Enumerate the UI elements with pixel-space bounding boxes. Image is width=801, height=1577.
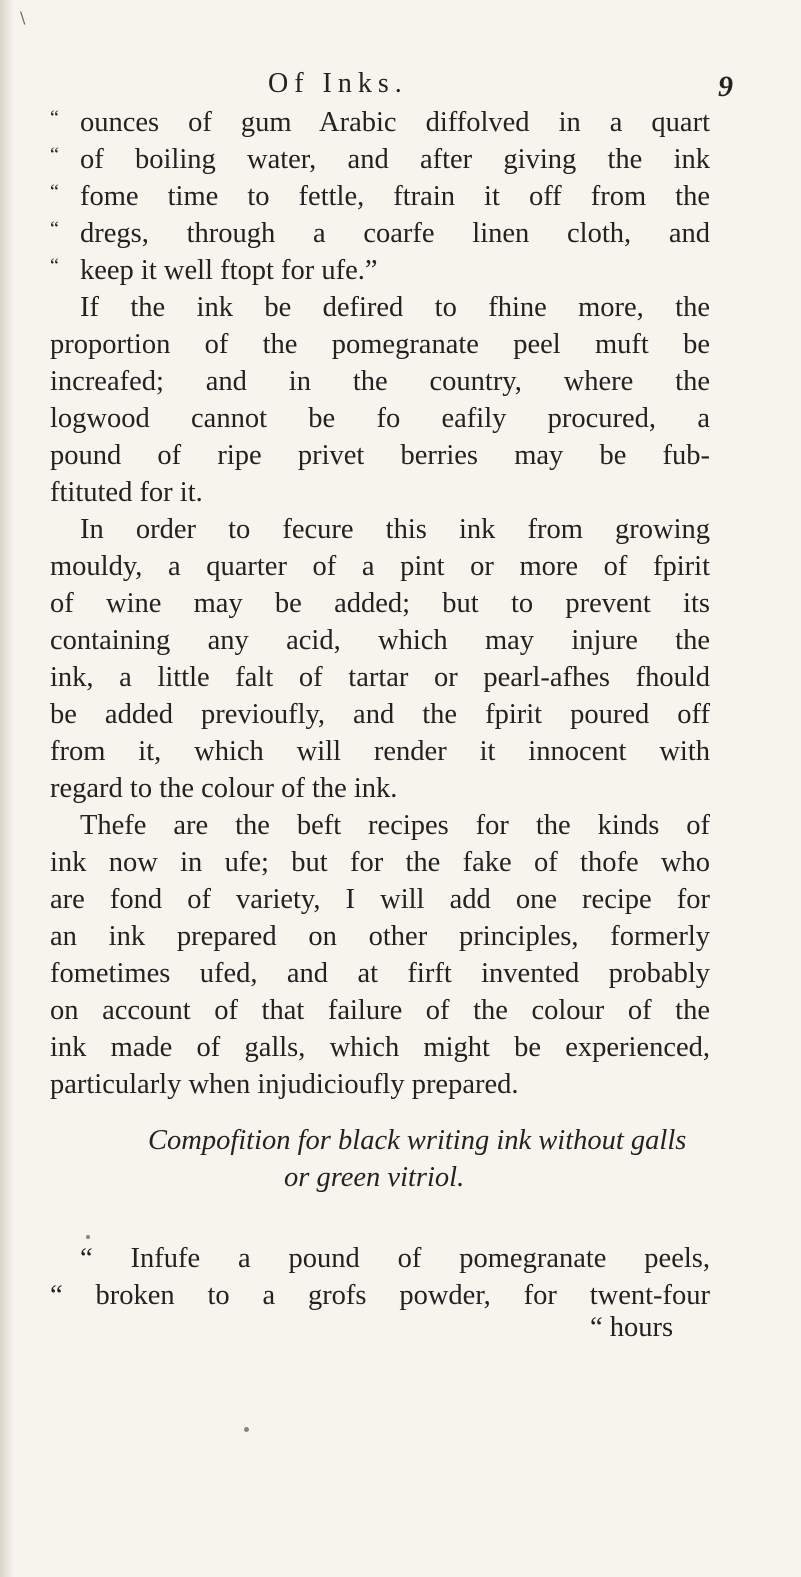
text-line: ink now in ufe; but for the fake of thofe who (50, 847, 710, 878)
quote-mark: “ (50, 181, 59, 203)
text-line: from it, which will render it innocent with (50, 736, 710, 767)
page-gutter (0, 0, 14, 1577)
text-line: be added previoufly, and the fpirit poured off (50, 699, 710, 730)
text-line: pound of ripe privet berries may be fub- (50, 440, 710, 471)
section-heading-continued: or green vitriol. (284, 1162, 465, 1193)
margin-mark: \ (20, 8, 26, 27)
quote-mark: “ (50, 218, 59, 240)
text-line: “ ounces of gum Arabic diffolved in a quart (50, 104, 710, 141)
text-line: particularly when injudicioufly prepared. (50, 1069, 519, 1100)
text-line: Thefe are the beft recipes for the kinds of (80, 810, 710, 841)
text-line: “ broken to a grofs powder, for twent-four (50, 1280, 710, 1311)
ink-speck (86, 1235, 90, 1239)
text-line: proportion of the pomegranate peel muft be (50, 329, 710, 360)
text-line: of wine may be added; but to prevent its (50, 588, 710, 619)
text-line: containing any acid, which may injure the (50, 625, 710, 656)
recipe-text (50, 1240, 710, 1314)
body-text (50, 104, 710, 1103)
text-line: mouldy, a quarter of a pint or more of fpirit (50, 551, 710, 582)
text-line: on account of that failure of the colour of the (50, 995, 710, 1026)
text-line: “ keep it well ftopt for ufe.” (50, 252, 710, 289)
text-line: logwood cannot be fo eafily procured, a (50, 403, 710, 434)
text-line: ftituted for it. (50, 477, 203, 508)
section-heading: Compofition for black writing ink without galls (148, 1125, 687, 1156)
running-head: Of Inks. (268, 68, 408, 99)
text-line: ink, a little falt of tartar or pearl-afhes fhould (50, 662, 710, 693)
text-line: increafed; and in the country, where the (50, 366, 710, 397)
text-line: “ of boiling water, and after giving the ink (50, 141, 710, 178)
text-line: an ink prepared on other principles, formerly (50, 921, 710, 952)
quote-mark: “ (50, 144, 59, 166)
text-line: In order to fecure this ink from growing (80, 514, 710, 545)
text-line: “ Infufe a pound of pomegranate peels, (80, 1243, 710, 1274)
text-line: ink made of galls, which might be experienced, (50, 1032, 710, 1063)
text-line: regard to the colour of the ink. (50, 773, 398, 804)
page-number: 9 (718, 70, 733, 103)
text-line: are fond of variety, I will add one recipe for (50, 884, 710, 915)
ink-speck (244, 1427, 249, 1432)
text-line: If the ink be defired to fhine more, the (80, 292, 710, 323)
text-line: “ dregs, through a coarfe linen cloth, and (50, 215, 710, 252)
catchword: “ hours (590, 1312, 674, 1343)
text-line: “ fome time to fettle, ftrain it off from the (50, 178, 710, 215)
quote-mark: “ (50, 255, 59, 277)
quote-mark: “ (50, 107, 59, 129)
text-line: fometimes ufed, and at firft invented probably (50, 958, 710, 989)
